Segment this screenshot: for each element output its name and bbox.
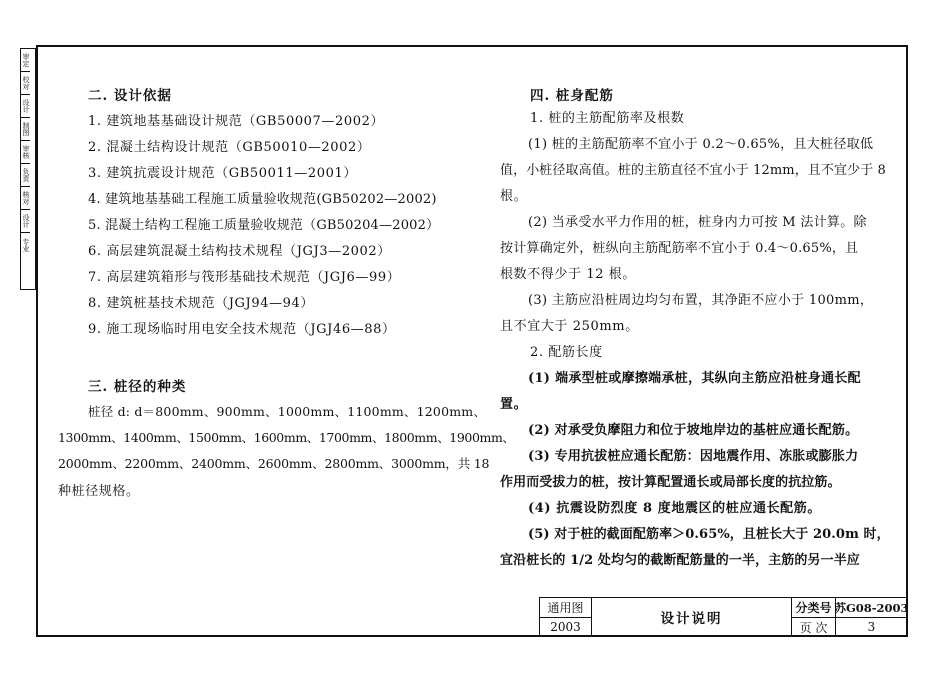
- drawing-title: 设计说明: [592, 598, 792, 637]
- side-signature-strip: [20, 48, 36, 290]
- side-strip-cell: 负责: [21, 164, 30, 187]
- pile-diameter-line: 1300mm、1400mm、1500mm、1600mm、1700mm、1800mm、1900mm、: [58, 430, 515, 445]
- side-strip-cell: 审核: [21, 141, 30, 164]
- pile-diameter-line: 种桩径规格。: [58, 484, 140, 499]
- side-strip-cell: 设计: [21, 95, 30, 118]
- side-strip-cell: 核对: [21, 187, 30, 210]
- body-line: (3) 专用抗拔桩应通长配筋：因地震作用、冻胀或膨胀力: [528, 449, 859, 464]
- standard-item: 1. 建筑地基基础设计规范（GB50007—2002）: [88, 114, 385, 129]
- body-line: 根数不得少于 12 根。: [500, 267, 637, 282]
- side-strip-cell: 设计: [21, 210, 30, 233]
- body-line: 且不宜大于 250mm。: [500, 319, 639, 334]
- side-strip-cell: 校对: [21, 72, 30, 95]
- standard-item: 3. 建筑抗震设计规范（GB50011—2001）: [88, 166, 357, 181]
- body-line: 根。: [500, 189, 528, 204]
- general-drawing-label: 通用图: [540, 598, 592, 618]
- section-2-title: 二. 设计依据: [88, 88, 172, 104]
- body-line: (2) 对承受负摩阻力和位于坡地岸边的基桩应通长配筋。: [528, 423, 859, 438]
- standard-item: 7. 高层建筑箱形与筏形基础技术规范（JGJ6—99）: [88, 270, 401, 285]
- standard-item: 8. 建筑桩基技术规范（JGJ94—94）: [88, 296, 315, 311]
- standard-item: 9. 施工现场临时用电安全技术规范（JGJ46—88）: [88, 322, 396, 337]
- body-line: 值，小桩径取高值。桩的主筋直径不宜小于 12mm，且不宜少于 8: [500, 163, 886, 178]
- section-4-title: 四. 桩身配筋: [530, 88, 614, 104]
- body-line: 作用而受拔力的桩，按计算配置通长或局部长度的抗拉筋。: [500, 475, 841, 490]
- side-strip-cell: 审定: [21, 49, 30, 72]
- page-value: 3: [836, 618, 908, 637]
- body-line: 1. 桩的主筋配筋率及根数: [530, 111, 685, 126]
- category-label: 分类号: [792, 598, 836, 618]
- body-line: 宜沿桩长的 1/2 处均匀的截断配筋量的一半，主筋的另一半应: [500, 553, 860, 568]
- page-label: 页 次: [792, 618, 836, 637]
- standard-item: 6. 高层建筑混凝土结构技术规程（JGJ3—2002）: [88, 244, 391, 259]
- side-strip-cell: 专业: [22, 237, 30, 252]
- category-value: 苏G08-2003: [836, 598, 908, 618]
- standard-item: 2. 混凝土结构设计规范（GB50010—2002）: [88, 140, 371, 155]
- standard-item: 5. 混凝土结构工程施工质量验收规范（GB50204—2002）: [88, 218, 440, 233]
- body-line: (1) 桩的主筋配筋率不宜小于 0.2～0.65%，且大桩径取低: [528, 137, 874, 152]
- body-line: (5) 对于桩的截面配筋率＞0.65%，且桩长大于 20.0m 时，: [528, 527, 890, 542]
- body-line: 置。: [500, 397, 528, 412]
- body-line: (4) 抗震设防烈度 8 度地震区的桩应通长配筋。: [528, 501, 821, 516]
- standard-item: 4. 建筑地基基础工程施工质量验收规范(GB50202—2002): [88, 192, 437, 207]
- section-3-title: 三. 桩径的种类: [88, 379, 187, 395]
- body-line: (1) 端承型桩或摩擦端承桩，其纵向主筋应沿桩身通长配: [528, 371, 861, 386]
- pile-diameter-line: 2000mm、2200mm、2400mm、2600mm、2800mm、3000mm，共 18: [58, 456, 490, 471]
- body-line: 2. 配筋长度: [530, 345, 603, 360]
- pile-diameter-line: 桩径 d: d＝800mm、900mm、1000mm、1100mm、1200mm、: [88, 404, 487, 419]
- body-line: (3) 主筋应沿桩周边均匀布置，其净距不应小于 100mm，: [528, 293, 874, 308]
- title-block: [539, 597, 908, 637]
- body-line: 按计算确定外，桩纵向主筋配筋率不宜小于 0.4～0.65%，且: [500, 241, 859, 256]
- side-strip-cell: 制图: [21, 118, 30, 141]
- body-line: (2) 当承受水平力作用的桩，桩身内力可按 M 法计算。除: [528, 215, 867, 230]
- year-value: 2003: [540, 618, 592, 637]
